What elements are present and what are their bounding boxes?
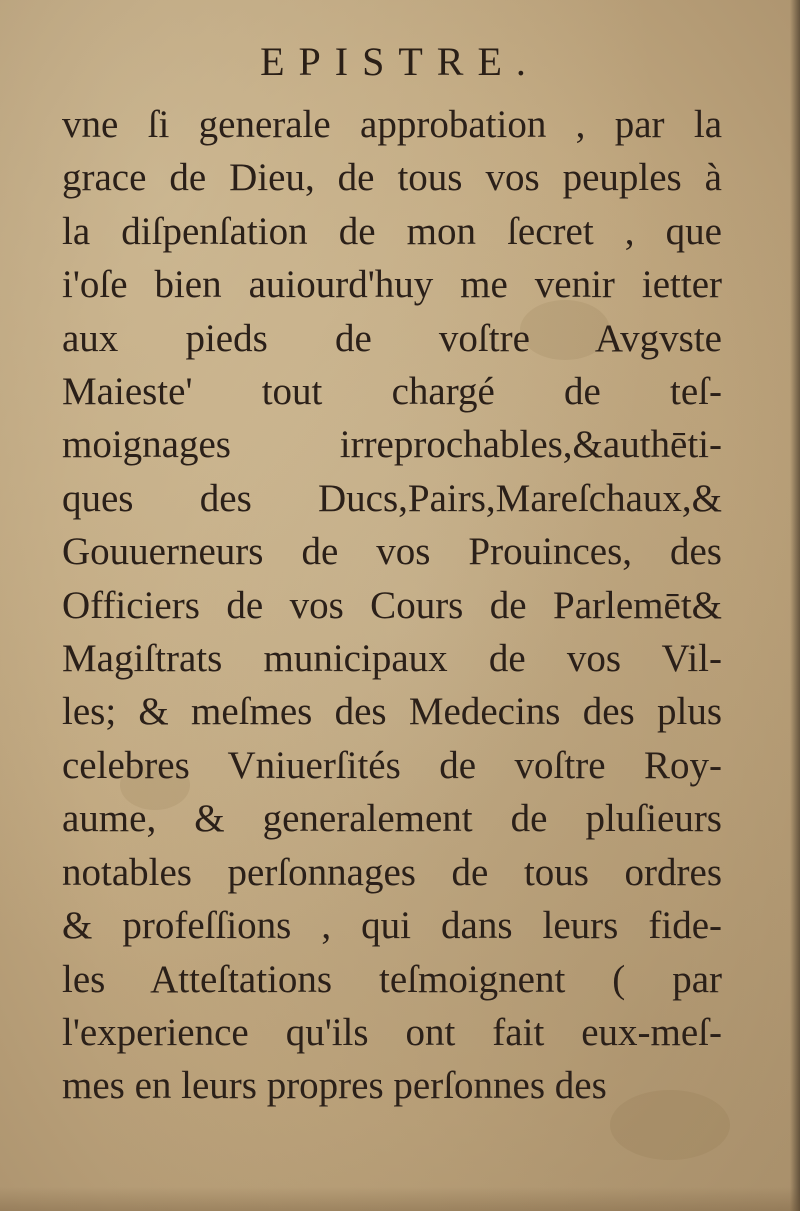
text-line: notables perſonnages de tous ordres bbox=[62, 850, 722, 894]
text-line: Officiers de vos Cours de Parlemēt& bbox=[62, 583, 722, 627]
text-line: Gouuerneurs de vos Prouinces, des bbox=[62, 530, 722, 574]
page-edge-shadow bbox=[790, 0, 800, 1211]
text-line: mes en leurs propres perſonnes des bbox=[62, 1064, 607, 1108]
text-line: i'oſe bien auiourd'huy me venir ietter bbox=[62, 263, 722, 307]
body-text bbox=[62, 98, 722, 1113]
text-line: ques des Ducs,Pairs,Mareſchaux,& bbox=[62, 476, 722, 520]
text-line: les; & meſmes des Medecins des plus bbox=[62, 690, 722, 734]
text-line: aux pieds de voſtre Avgvste bbox=[62, 316, 722, 360]
text-line: l'experience qu'ils ont fait eux-meſ- bbox=[62, 1010, 722, 1054]
text-line: les Atteſtations teſmoignent ( par bbox=[62, 957, 722, 1001]
text-line: Magiſtrats municipaux de vos Vil- bbox=[62, 637, 722, 681]
page-bottom-shade bbox=[0, 1187, 800, 1211]
text-line: & profeſſions , qui dans leurs fide- bbox=[62, 904, 722, 948]
text-line: vne ſi generale approbation , par la bbox=[62, 103, 722, 146]
running-head: EPISTRE. bbox=[260, 39, 540, 84]
text-line: celebres Vniuerſités de voſtre Roy- bbox=[62, 743, 722, 787]
text-line: aume, & generalement de pluſieurs bbox=[62, 797, 722, 841]
text-line: Maieste' tout chargé de teſ- bbox=[62, 370, 722, 414]
text-line: grace de Dieu, de tous vos peuples à bbox=[62, 156, 722, 200]
text-line: la diſpenſation de mon ſecret , que bbox=[62, 209, 722, 253]
text-line: moignages irreprochables,&authēti- bbox=[62, 423, 722, 467]
